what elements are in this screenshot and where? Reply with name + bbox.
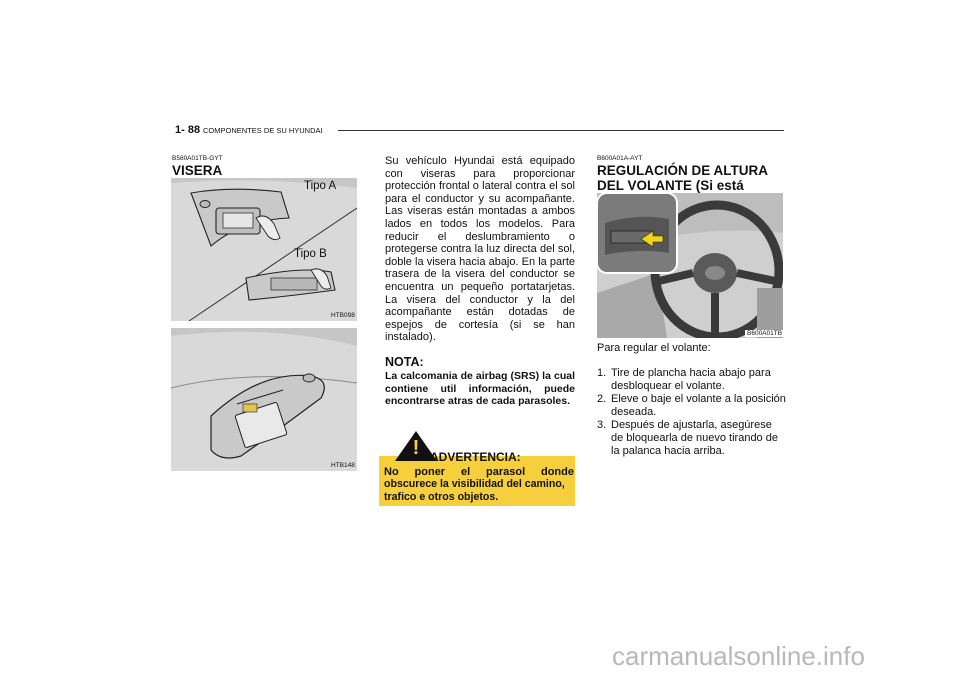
page-number: 1- 88	[175, 124, 201, 136]
list-item	[597, 419, 787, 457]
instructions-list	[597, 367, 787, 458]
section-code: B600A01A-AYT	[597, 155, 643, 162]
list-item	[597, 393, 787, 418]
section-heading: VISERA	[172, 163, 223, 178]
section-title: COMPONENTES DE SU HYUNDAI	[203, 126, 323, 135]
step-number: 3.	[597, 419, 607, 432]
vanity-mirror-illustration	[171, 328, 357, 471]
warning-title: ADVERTENCIA:	[430, 450, 521, 464]
step-number: 2.	[597, 393, 607, 406]
step-text: Eleve o baje el volante a la posición deseada.	[611, 393, 786, 418]
step-number: 1.	[597, 367, 607, 379]
figure-code: B600A01TB	[747, 330, 783, 337]
vanity-mirror-figure	[171, 328, 357, 471]
instructions-intro: Para regular el volante:	[597, 342, 711, 354]
step-text: Tire de plancha hacia abajo para desbloquear el volante.	[611, 367, 771, 392]
header-rule	[338, 130, 784, 131]
list-item	[597, 367, 787, 392]
label-tipo-b: Tipo B	[294, 248, 327, 260]
sunvisor-figure	[171, 178, 357, 321]
warning-text-line1: No poner el parasol donde	[384, 466, 574, 478]
intro-paragraph: Su vehículo Hyundai está equipado con viseras para proporcionar protección frontal o lateral contra el sol para el conductor y su acompañante. Las viseras están montadas a ambos lados en todos los modelos. Para reducir el deslumbramiento o protegerse contra la luz directa del sol, doble la visera hacia abajo. En la parte trasera de la visera del conductor se encuentra un pequeño portatarjetas. La visera del conductor y la del acompañante están dotadas de espejos de cortesía (si se han instalado).	[385, 155, 575, 344]
warning-exclamation-icon: !	[412, 437, 420, 459]
nota-text: La calcomania de airbag (SRS) la cual contiene util información, puede encontrarse atras de cada parasoles.	[385, 370, 575, 408]
label-tipo-a: Tipo A	[304, 180, 337, 192]
steering-illustration	[597, 193, 783, 338]
figure-code: HTB098	[331, 312, 355, 319]
section-heading: REGULACIÓN DE ALTURA DEL VOLANTE (Si está	[597, 163, 768, 193]
sunvisor-illustration	[171, 178, 357, 321]
figure-code: HTB148	[331, 462, 355, 469]
watermark[interactable]: carmanualsonline.info	[612, 641, 865, 671]
steering-figure	[597, 193, 783, 338]
step-text: Después de ajustarla, asegúrese de bloquearla de nuevo tirando de la palanca hacia arriba.	[611, 419, 778, 457]
nota-heading: NOTA:	[385, 355, 424, 369]
warning-text-line2: obscurece la visibilidad del camino, trafico e otros objetos.	[384, 478, 565, 503]
section-code: B580A01TB-GYT	[172, 155, 223, 162]
